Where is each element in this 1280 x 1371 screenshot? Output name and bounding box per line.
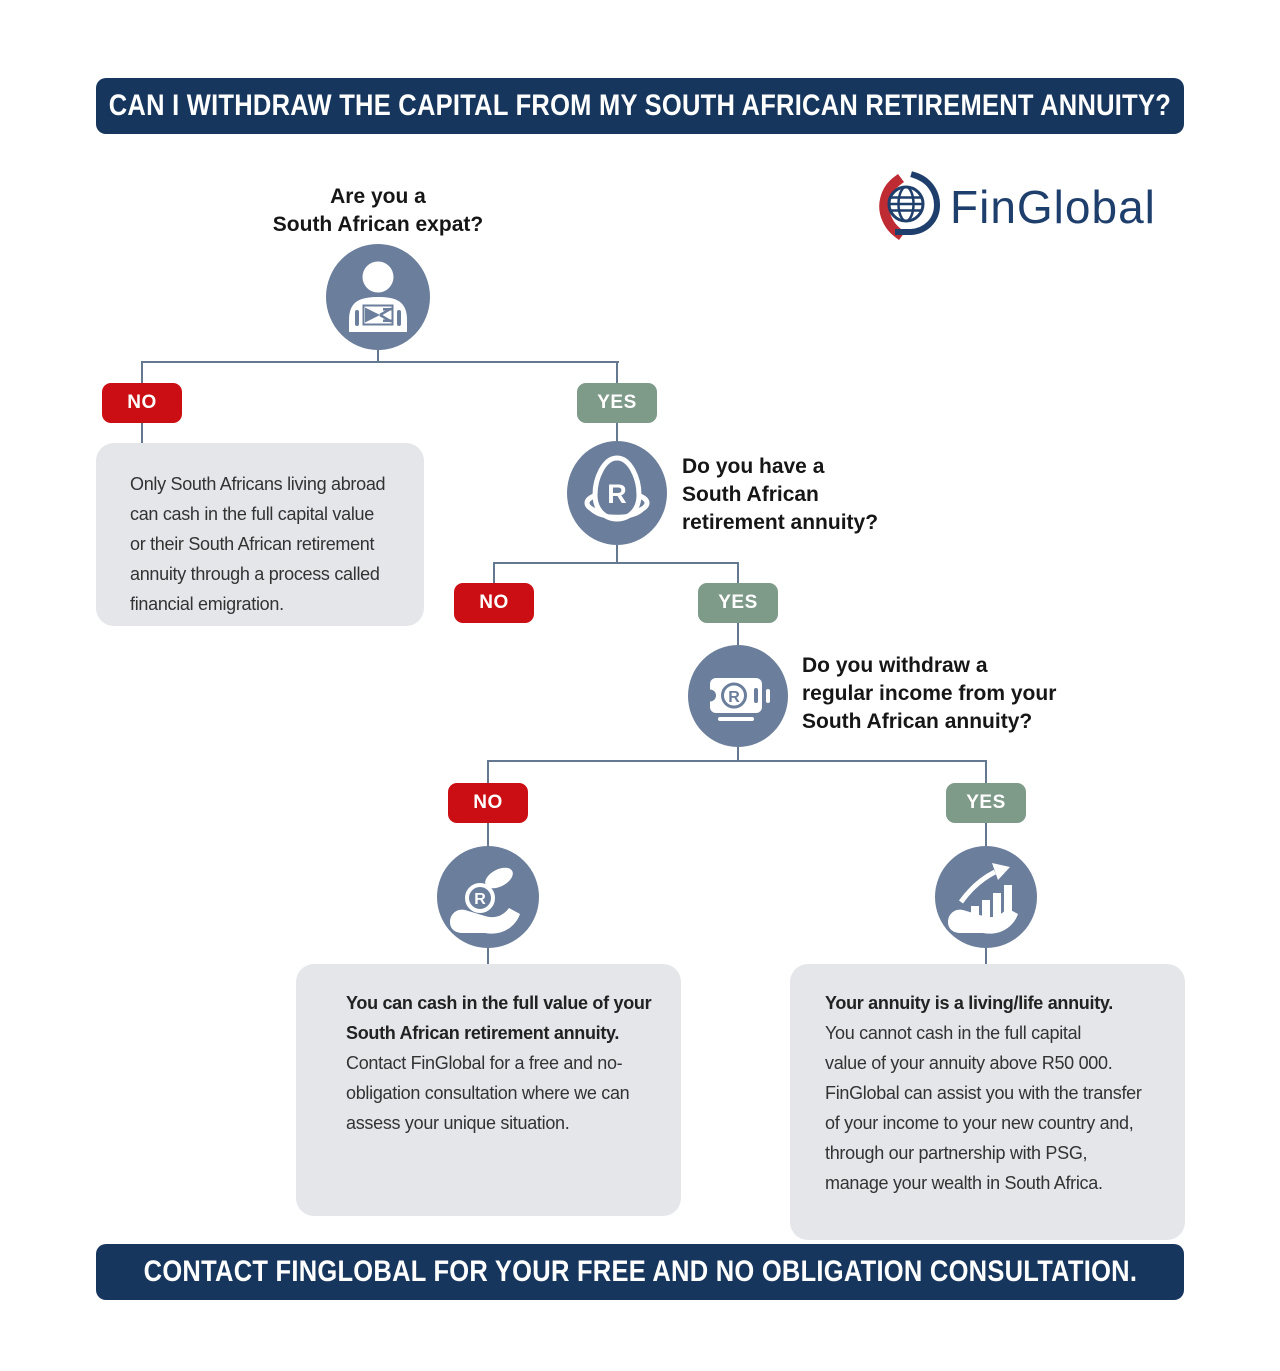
globe-icon bbox=[878, 168, 940, 246]
connector bbox=[616, 361, 618, 383]
connector bbox=[141, 361, 619, 363]
connector bbox=[616, 545, 618, 563]
rand-letter: R bbox=[474, 891, 486, 908]
connector bbox=[616, 423, 618, 443]
connector bbox=[985, 823, 987, 846]
connector bbox=[985, 948, 987, 964]
connector bbox=[487, 948, 489, 964]
rand-letter: R bbox=[728, 689, 740, 706]
title-text: CAN I WITHDRAW THE CAPITAL FROM MY SOUTH AFRICAN RETIREMENT ANNUITY? bbox=[108, 89, 1172, 122]
q3-no-result-box bbox=[296, 964, 681, 1216]
question-3: Do you withdraw a regular income from your South African annuity? bbox=[802, 654, 1057, 733]
connector bbox=[487, 823, 489, 846]
q3-no-result-text: Contact FinGlobal for a free and no- obligation consultation where we can assess your unique situation. bbox=[346, 1053, 630, 1133]
q3-yes-result-text: You cannot cash in the full capital value of your annuity above R50 000. FinGlobal can assist you with the transfer of your income to your new country and, through our partnership with PSG, manage your wealth in South Africa. bbox=[825, 1023, 1142, 1193]
q3-no-badge: NO bbox=[448, 783, 528, 823]
banknote-icon bbox=[688, 645, 788, 747]
cash-in-hand-icon bbox=[437, 846, 539, 948]
connector bbox=[141, 423, 143, 443]
q2-yes-badge: YES bbox=[698, 583, 778, 623]
connector bbox=[737, 562, 739, 584]
q3-no-result-bold-text: You can cash in the full value of your South African retirement annuity. bbox=[346, 993, 652, 1043]
connector bbox=[737, 747, 739, 761]
connector bbox=[487, 760, 489, 783]
q1-no-result-text: Only South Africans living abroad can cash in the full capital value or their South African retirement annuity through a process called financial emigration. bbox=[130, 474, 386, 614]
connector bbox=[141, 361, 143, 383]
expat-person-icon bbox=[326, 244, 430, 350]
q1-yes-badge: YES bbox=[577, 383, 657, 423]
question-1: Are you a South African expat? bbox=[272, 185, 484, 236]
rand-letter: R bbox=[607, 479, 627, 509]
nest-egg-icon bbox=[567, 441, 667, 545]
connector bbox=[493, 562, 739, 564]
q3-yes-badge: YES bbox=[946, 783, 1026, 823]
question-2: Do you have a South African retirement annuity? bbox=[682, 455, 879, 534]
q2-no-badge: NO bbox=[454, 583, 534, 623]
connector bbox=[493, 562, 495, 584]
q3-yes-result-bold-text: Your annuity is a living/life annuity. bbox=[825, 993, 1113, 1013]
title-banner bbox=[96, 78, 1184, 134]
footer-text: CONTACT FINGLOBAL FOR YOUR FREE AND NO OBLIGATION CONSULTATION. bbox=[143, 1255, 1137, 1288]
q3-yes-result-box bbox=[790, 964, 1185, 1240]
connector bbox=[985, 760, 987, 783]
q1-no-result-box bbox=[96, 443, 424, 626]
connector bbox=[487, 760, 987, 762]
q1-no-badge: NO bbox=[102, 383, 182, 423]
finglobal-logo bbox=[878, 168, 1156, 246]
footer-banner bbox=[96, 1244, 1184, 1300]
logo-wordmark: FinGlobal bbox=[950, 181, 1156, 233]
connector bbox=[737, 623, 739, 645]
growth-hand-icon bbox=[935, 846, 1037, 948]
